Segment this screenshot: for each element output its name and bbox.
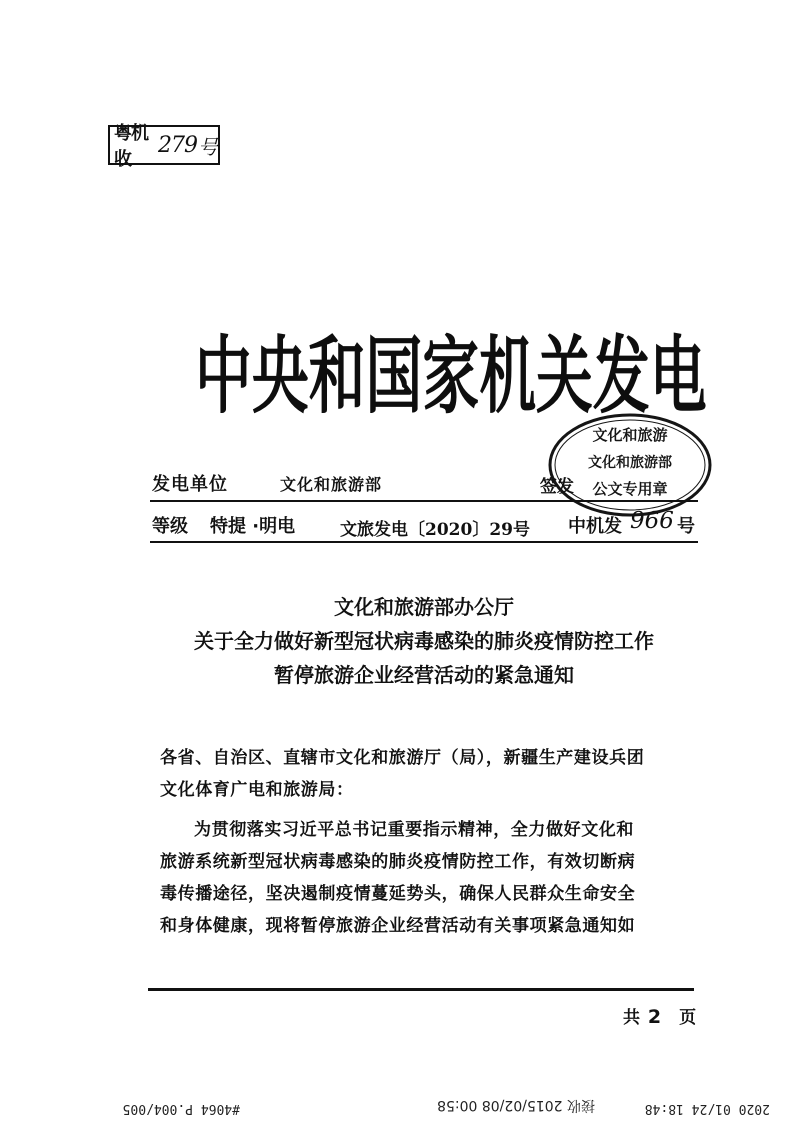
meta-row <box>150 507 698 540</box>
body-line: 毒传播途径，坚决遏制疫情蔓延势头，确保人民群众生命安全 <box>160 884 636 904</box>
page-count-number: 2 <box>647 1006 662 1028</box>
receipt-label: 粤机收 <box>114 123 148 170</box>
fax-page-info: #4064 P.004/005 <box>122 1101 240 1116</box>
notice-heading <box>150 590 698 692</box>
notice-heading-line: 关于全力做好新型冠状病毒感染的肺炎疫情防控工作 <box>194 629 654 653</box>
notice-heading-line: 暂停旅游企业经营活动的紧急通知 <box>274 663 574 687</box>
body-paragraph <box>160 814 700 942</box>
fax-receive-time: 接收 2015/02/08 00:58 <box>437 1097 595 1113</box>
serial-unit: 号 <box>677 516 695 537</box>
serial-number: 966 <box>630 508 674 534</box>
fax-send-time: 2020 01/24 18:48 <box>644 1101 770 1116</box>
page-count <box>623 1003 696 1028</box>
body-line: 和身体健康，现将暂停旅游企业经营活动有关事项紧急通知如 <box>160 916 636 936</box>
divider-bottom <box>148 988 694 991</box>
sender-row <box>152 470 692 496</box>
salutation-line: 各省、自治区、直辖市文化和旅游厅（局），新疆生产建设兵团 <box>160 748 645 768</box>
seal-text-mid: 文化和旅游部 <box>588 455 672 471</box>
body-line: 旅游系统新型冠状病毒感染的肺炎疫情防控工作，有效切断病 <box>160 852 636 872</box>
notice-heading-line: 文化和旅游部办公厅 <box>334 595 514 619</box>
divider-mid <box>150 541 698 543</box>
seal-text-top: 文化和旅游 <box>592 426 668 444</box>
receipt-number: 279 <box>158 132 197 158</box>
priority-label: 等级 <box>152 516 188 537</box>
receipt-unit: 号 <box>198 134 218 159</box>
receipt-stamp-box <box>108 123 220 170</box>
sender-value: 文化和旅游部 <box>280 475 383 494</box>
body-line: 为贯彻落实习近平总书记重要指示精神，全力做好文化和 <box>194 820 634 840</box>
salutation-line: 文化体育广电和旅游局： <box>160 780 354 800</box>
salutation <box>160 742 700 806</box>
sender-label: 发电单位 <box>152 474 228 495</box>
fax-transmission-line <box>0 1088 800 1128</box>
page-count-prefix: 共 <box>623 1008 640 1028</box>
divider-top <box>150 500 698 502</box>
priority-value: 特提 ·明电 <box>210 516 296 537</box>
page-count-suffix: 页 <box>679 1008 697 1028</box>
document-number: 文旅发电〔2020〕29号 <box>340 520 530 540</box>
official-seal-icon <box>545 410 715 520</box>
signer-label: 签发 <box>540 477 574 497</box>
page-title: 中央和国家机关发电 <box>195 326 707 426</box>
serial-label: 中机发 <box>568 516 622 537</box>
seal-text-bottom: 公文专用章 <box>592 480 668 498</box>
